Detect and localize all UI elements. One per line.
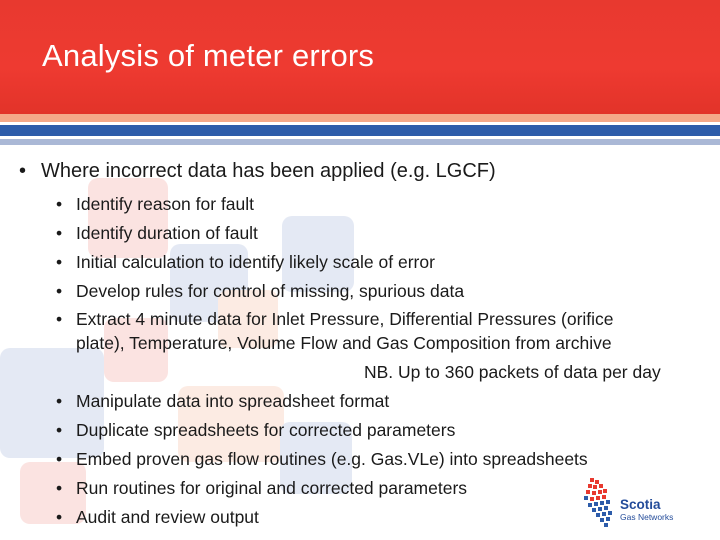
bullet-marker: •	[19, 160, 27, 182]
bullet-marker: •	[56, 309, 63, 329]
bullet-marker: •	[56, 478, 63, 498]
decorative-square	[88, 178, 168, 258]
sub-bullet-text: Extract 4 minute data for Inlet Pressure, Differential Pressures (orifice	[76, 309, 614, 329]
logo-tagline: Gas Networks	[620, 512, 674, 522]
header-stripe-light-blue	[0, 139, 720, 145]
main-bullet	[19, 160, 496, 183]
bullet-marker: •	[56, 420, 63, 440]
sub-bullet-continuation: plate), Temperature, Volume Flow and Gas Composition from archive	[76, 333, 612, 353]
sub-bullet-text: Identify reason for fault	[76, 194, 255, 214]
bullet-marker: •	[56, 449, 63, 469]
sub-bullet-continuation: NB. Up to 360 packets of data per day	[364, 362, 661, 382]
scotland-map-logo-icon	[580, 476, 620, 528]
header-stripe-blue	[0, 125, 720, 136]
bullet-marker: •	[56, 281, 63, 301]
bullet-marker: •	[56, 507, 63, 527]
main-bullet-text: Where incorrect data has been applied (e.g. LGCF)	[41, 160, 496, 182]
sub-bullet-text: Develop rules for control of missing, spurious data	[76, 281, 465, 301]
bullet-marker: •	[56, 223, 63, 243]
bullet-marker: •	[56, 391, 63, 411]
bullet-marker: •	[56, 194, 63, 214]
sub-bullet-text: Duplicate spreadsheets for corrected parameters	[76, 420, 456, 440]
sub-bullet-text: Manipulate data into spreadsheet format	[76, 391, 390, 411]
sub-bullet-text: Identify duration of fault	[76, 223, 258, 243]
slide-title: Analysis of meter errors	[42, 38, 375, 73]
header-stripe-peach	[0, 114, 720, 122]
sub-bullet-text: Audit and review output	[76, 507, 259, 527]
sub-bullet-text: Initial calculation to identify likely scale of error	[76, 252, 435, 272]
bullet-marker: •	[56, 252, 63, 272]
sub-bullet-text: Run routines for original and corrected parameters	[76, 478, 468, 498]
scotia-gas-networks-logo	[580, 476, 712, 528]
sub-bullet-text: Embed proven gas flow routines (e.g. Gas.VLe) into spreadsheets	[76, 449, 588, 469]
title-banner	[0, 0, 720, 114]
logo-name: Scotia	[620, 497, 661, 512]
